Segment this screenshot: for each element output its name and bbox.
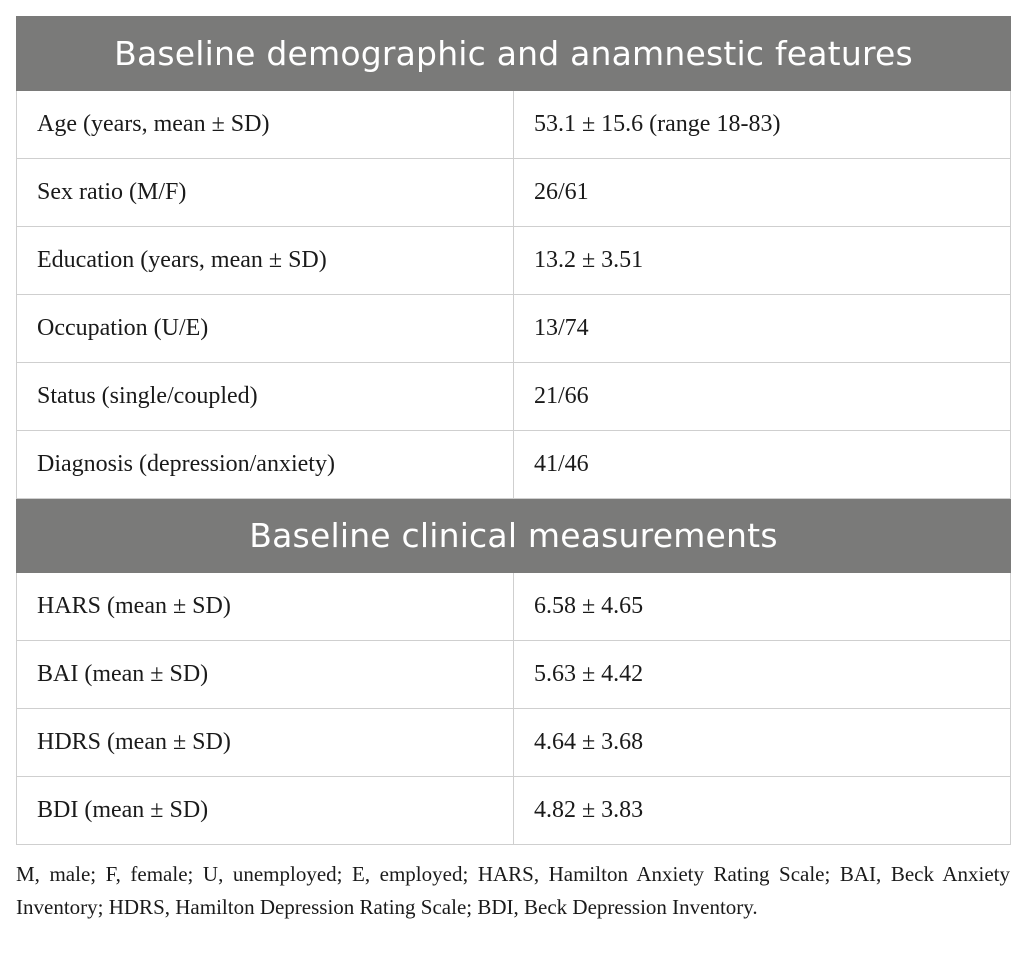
table-row — [17, 641, 1011, 709]
table-row — [17, 709, 1011, 777]
row-value: 6.58 ± 4.65 — [514, 573, 1011, 641]
row-value: 41/46 — [514, 431, 1011, 499]
row-value: 5.63 ± 4.42 — [514, 641, 1011, 709]
table-footnote: M, male; F, female; U, unemployed; E, employed; HARS, Hamilton Anxiety Rating Scale; BAI, Beck Anxiety Inventory; HDRS, Hamilton Depression Rating Scale; BDI, Beck Depression Inventory. — [16, 862, 1010, 919]
row-label: BAI (mean ± SD) — [17, 641, 514, 709]
row-label: Education (years, mean ± SD) — [17, 227, 514, 295]
row-value: 53.1 ± 15.6 (range 18-83) — [514, 91, 1011, 159]
table-row — [17, 363, 1011, 431]
row-value: 13/74 — [514, 295, 1011, 363]
row-label: HDRS (mean ± SD) — [17, 709, 514, 777]
row-label: Occupation (U/E) — [17, 295, 514, 363]
row-value: 4.82 ± 3.83 — [514, 777, 1011, 845]
baseline-table — [16, 16, 1011, 845]
table-row — [17, 159, 1011, 227]
row-label: BDI (mean ± SD) — [17, 777, 514, 845]
row-label: Diagnosis (depression/anxiety) — [17, 431, 514, 499]
row-value: 13.2 ± 3.51 — [514, 227, 1011, 295]
section-title: Baseline clinical measurements — [17, 499, 1011, 573]
row-label: Status (single/coupled) — [17, 363, 514, 431]
table-row — [17, 91, 1011, 159]
row-label: HARS (mean ± SD) — [17, 573, 514, 641]
row-label: Age (years, mean ± SD) — [17, 91, 514, 159]
table-row — [17, 573, 1011, 641]
row-value: 26/61 — [514, 159, 1011, 227]
table-row — [17, 227, 1011, 295]
section-title: Baseline demographic and anamnestic features — [17, 17, 1011, 91]
baseline-table-container — [16, 16, 1010, 845]
row-label: Sex ratio (M/F) — [17, 159, 514, 227]
table-row — [17, 295, 1011, 363]
section-header-demographic — [17, 17, 1011, 91]
row-value: 21/66 — [514, 363, 1011, 431]
section-header-clinical — [17, 499, 1011, 573]
table-row — [17, 431, 1011, 499]
table-row — [17, 777, 1011, 845]
row-value: 4.64 ± 3.68 — [514, 709, 1011, 777]
